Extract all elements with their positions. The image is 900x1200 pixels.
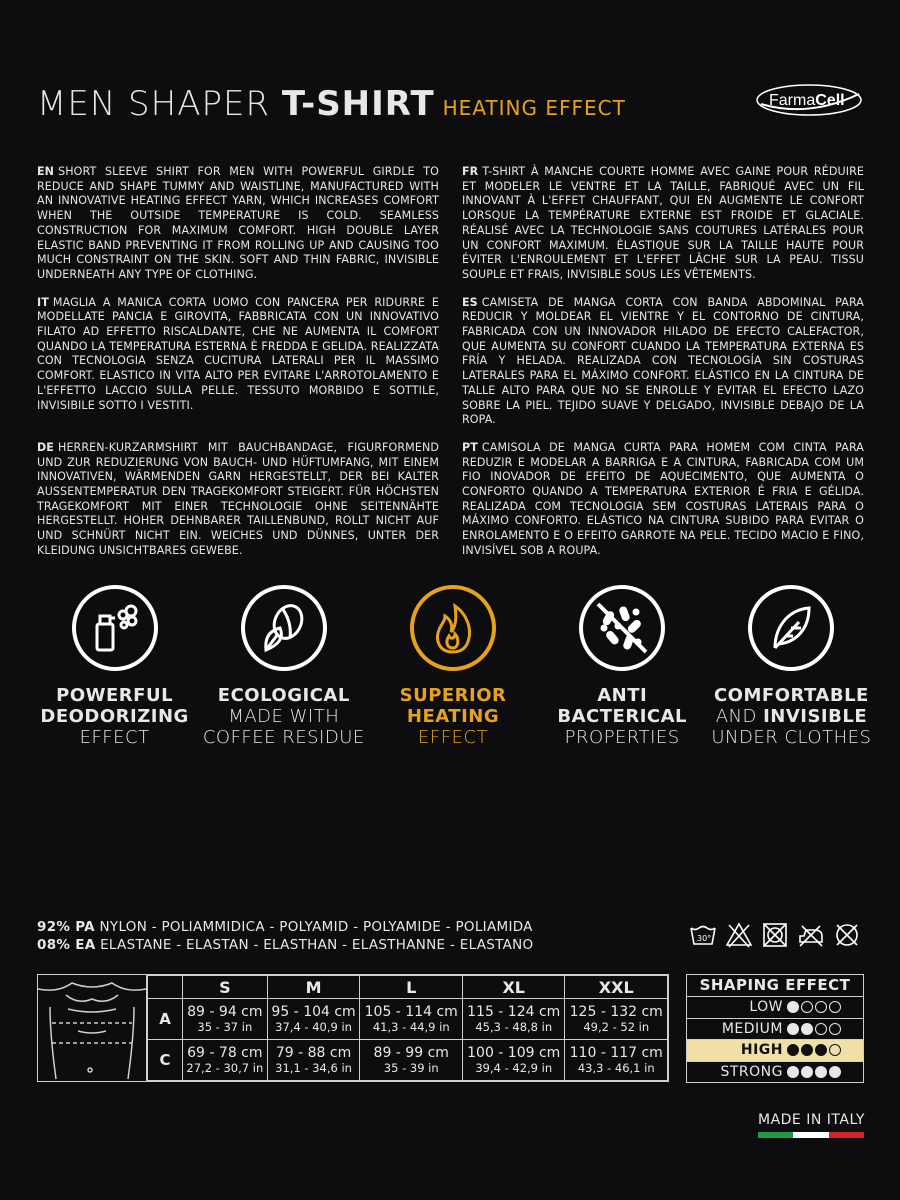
shaping-level-dots [787, 1066, 841, 1078]
shaping-level-dots [787, 1023, 841, 1035]
flag-red [829, 1132, 864, 1138]
desc-fr: FR T-SHIRT À MANCHE COURTE HOMME AVEC GAINE POUR RÉDUIRE ET MODELER LE VENTRE ET LA TAILLE, FABRIQUÉ AVEC UN FIL INNOVANT À L'EFFET CHAUFFANT, QUI EN AUGMENTE LE CONFORT LORSQUE LA TEMPÉRATURE EXTERNE EST FROIDE ET GLACIALE. RÉALISÉ AVEC LA TECHNOLOGIE SANS COUTURES LATÉRALES POUR UN CONFORT MAXIMUM. ÉLASTIQUE SUR LA TAILLE HAUTE POUR ÉVITER L'ENROULEMENT ET L'EFFET LÂCHE SUR LA PEAU. TISSU SOUPLE ET FRAIS, INVISIBLE SOUS LES VÊTEMENTS. [462, 165, 864, 281]
desc-en: EN SHORT SLEEVE SHIRT FOR MEN WITH POWERFUL GIRDLE TO REDUCE AND SHAPE TUMMY AND WAISTLINE, MANUFACTURED WITH AN INNOVATIVE HEATING EFFECT YARN, WHICH INCREASES COMFORT WHEN THE OUTSIDE TEMPERATURE IS COLD. SEAMLESS CONSTRUCTION FOR MAXIMUM COMFORT. HIGH DOUBLE LAYER ELASTIC BAND PREVENTING IT FROM ROLLING UP AND CAUSING TOO MUCH CONSTRAINT ON THE SKIN. SOFT AND THIN FABRIC, INVISIBLE UNDERNEATH ANY TYPE OF CLOTHING. [37, 165, 439, 281]
desc-it: IT MAGLIA A MANICA CORTA UOMO CON PANCERA PER RIDURRE E MODELLATE PANCIA E GIROVITA, FABBRICATA CON UN INNOVATIVO FILATO AD EFFETTO RISCALDANTE, CHE NE AUMENTA IL COMFORT QUANDO LA TEMPERATURA ESTERNA È FREDDA E GELIDA. REALIZZATA CON TECNOLOGIA SENZA CUCITURA LATERALI PER IL MASSIMO COMFORT. ELASTICO IN VITA ALTO PER EVITARE L'ARROTOLAMENTO E L'EFFETTO LACCIO SULLA PELLE. TESSUTO MORBIDO E SOTTILE, INVISIBILE SOTTO I VESTITI. [37, 295, 439, 412]
shaping-title: SHAPING EFFECT [687, 975, 863, 997]
deodorant-spray-icon [72, 585, 158, 671]
level-dot [787, 1001, 799, 1013]
title-bold: T-SHIRT [281, 84, 435, 124]
level-dot [829, 1001, 841, 1013]
size-chart [37, 974, 669, 1082]
title-accent: HEATING EFFECT [442, 96, 626, 120]
level-dot [801, 1044, 813, 1056]
no-tumble-dry-icon [762, 922, 788, 948]
size-header: XL [462, 976, 565, 999]
shaping-level-medium [687, 1019, 863, 1041]
shaping-level-high [687, 1040, 863, 1062]
flag-white [793, 1132, 828, 1138]
shaping-level-dots [787, 1044, 841, 1056]
composition: 92% PA NYLON - POLIAMMIDICA - POLYAMID - POLYAMIDE - POLIAMIDA 08% EA ELASTANE - ELASTAN - ELASTHAN - ELASTHANNE - ELASTANO [37, 919, 534, 953]
table-row: C 69 - 78 cm 27,2 - 30,7 in 79 - 88 cm 31,1 - 34,6 in 89 - 99 cm 35 - 39 in 100 - 109 cm 39,4 - 42,9 in 110 - 117 cm 43,3 - 46,1 in [148, 1040, 668, 1081]
no-iron-icon [798, 922, 824, 948]
care-icons [690, 922, 860, 948]
page-title [37, 84, 626, 124]
level-dot [815, 1001, 827, 1013]
level-dot [801, 1001, 813, 1013]
level-dot [815, 1066, 827, 1078]
desc-de: DE HERREN-KURZARMSHIRT MIT BAUCHBANDAGE, FIGURFORMEND UND ZUR REDUZIERUNG VON BAUCH- UND HÜFTUMFANG, MIT EINEM INNOVATIVEN, WÄRMENDEN GARN HERGESTELLT, DER BEI KALTER AUSSENTEMPERATUR DEN TRAGEKOMFORT STEIGERT. FÜR HÖCHSTEN TRAGEKOMFORT MIT EINER TECHNOLOGIE OHNE SEITENNÄHTE HERGESTELLT. HOHER DEHNBARER TAILLENBUND, ROLLT NICHT AUF UND SCHNÜRT NICHT EIN. WEICHES UND DÜNNES, UNTER DER KLEIDUNG UNSICHTBARES GEWEBE. [37, 440, 439, 557]
shaping-level-dots [787, 1001, 841, 1013]
level-dot [801, 1023, 813, 1035]
size-table [147, 975, 668, 1081]
feather-icon [748, 585, 834, 671]
torso-diagram [38, 975, 147, 1081]
no-bleach-icon [726, 922, 752, 948]
size-header: L [360, 976, 463, 999]
level-dot [815, 1044, 827, 1056]
coffee-bean-leaf-icon [241, 585, 327, 671]
desc-pt: PT CAMISOLA DE MANGA CURTA PARA HOMEM COM CINTA PARA REDUZIR E MODELAR A BARRIGA E A CINTURA, FABRICADA COM UM FIO INOVADOR DE EFEITO DE AQUECIMENTO, QUE AUMENTA O CONFORTO QUANDO A TEMPERATURA EXTERIOR É FRIA E GÉLIDA. REALIZADA COM TECNOLOGIA SEM COSTURAS LATERAIS PARA O MÁXIMO CONFORTO. ELÁSTICO NA CINTURA SUBIDO PARA EVITAR O ENROLAMENTO E O EFEITO GARROTE NA PELE. TECIDO MACIO E FINO, INVISÍVEL SOB A ROUPA. [462, 440, 864, 557]
wash-30-icon [690, 922, 716, 948]
flag-green [758, 1132, 793, 1138]
level-dot [829, 1044, 841, 1056]
shaping-level-label: STRONG [720, 1063, 783, 1080]
svg-text:30°: 30° [697, 934, 712, 943]
feature-row [30, 585, 876, 748]
svg-text:FarmaCell [769, 92, 845, 109]
level-dot [787, 1066, 799, 1078]
level-dot [829, 1023, 841, 1035]
italian-flag [758, 1132, 864, 1138]
feature-antibacterial: ANTI BACTERICAL PROPERTIES [538, 585, 707, 748]
shaping-level-label: HIGH [740, 1042, 783, 1059]
feature-ecological: ECOLOGICAL MADE WITH COFFEE RESIDUE [199, 585, 368, 748]
level-dot [787, 1044, 799, 1056]
level-dot [829, 1066, 841, 1078]
shaping-level-label: MEDIUM [721, 1020, 783, 1037]
no-dry-clean-icon [834, 922, 860, 948]
farmacell-logo [755, 82, 863, 118]
table-row: A 89 - 94 cm 35 - 37 in 95 - 104 cm 37,4 - 40,9 in 105 - 114 cm 41,3 - 44,9 in 115 - 124 cm 45,3 - 48,8 in 125 - 132 cm 49,2 - 52 in [148, 999, 668, 1040]
size-header: M [267, 976, 360, 999]
title-light: MEN SHAPER [37, 84, 282, 124]
logo-text-b: Cell [815, 92, 845, 109]
shaping-level-label: LOW [749, 999, 783, 1016]
level-dot [815, 1023, 827, 1035]
size-header: XXL [565, 976, 668, 999]
feature-comfortable: COMFORTABLE AND INVISIBLE UNDER CLOTHES [707, 585, 876, 748]
feature-heating: SUPERIOR HEATING EFFECT [368, 585, 537, 748]
shaping-effect-box [686, 974, 864, 1083]
size-header: S [183, 976, 268, 999]
flame-icon [410, 585, 496, 671]
shaping-level-strong [687, 1062, 863, 1083]
made-in-label: MADE IN ITALY [758, 1112, 865, 1128]
no-bacteria-icon [579, 585, 665, 671]
level-dot [801, 1066, 813, 1078]
level-dot [787, 1023, 799, 1035]
shaping-level-low [687, 997, 863, 1019]
logo-text-a: Farma [769, 92, 816, 109]
feature-deodorizing: POWERFUL DEODORIZING EFFECT [30, 585, 199, 748]
desc-es: ES CAMISETA DE MANGA CORTA CON BANDA ABDOMINAL PARA REDUCIR Y MOLDEAR EL VIENTRE Y EL CONTORNO DE CINTURA, FABRICADA CON UN INNOVADOR HILADO DE EFECTO CALEFACTOR, QUE AUMENTA SU CONFORT CUANDO LA TEMPERATURA EXTERNA ES FRÍA Y HELADA. REALIZADA CON TECNOLOGÍA SIN COSTURAS LATERALES PARA EL MÁXIMO CONFORT. ELÁSTICO EN LA CINTURA DE TALLE ALTO PARA QUE NO SE ENROLLE Y EVITAR EL EFECTO LAZO SOBRE LA PIEL. TEJIDO SUAVE Y DELGADO, INVISIBLE DEBAJO DE LA ROPA. [462, 295, 864, 427]
description-grid [37, 165, 864, 559]
